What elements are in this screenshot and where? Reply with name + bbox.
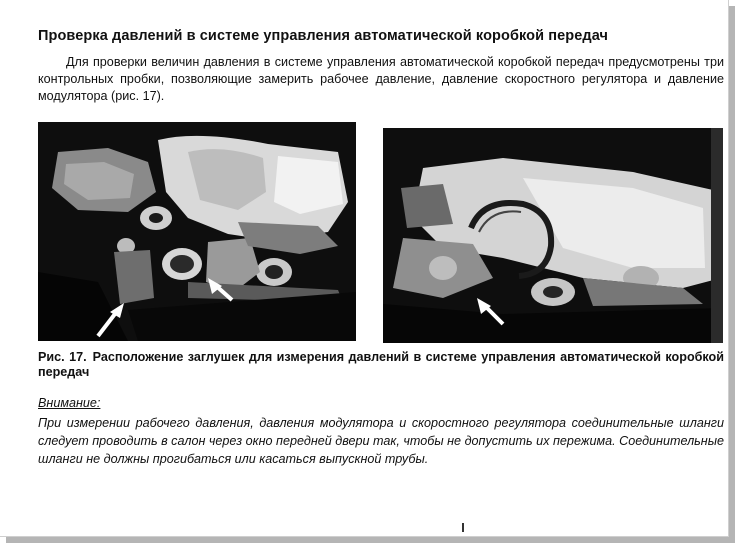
figure-photo-right xyxy=(383,128,723,343)
figure-photo-left xyxy=(38,122,356,341)
transmission-photo-left xyxy=(38,122,356,341)
notice-label: Внимание: xyxy=(38,396,101,410)
figure-label: Рис. 17. xyxy=(38,350,87,364)
section-title: Проверка давлений в системе управления автоматической коробкой передач xyxy=(38,28,609,44)
scan-speck xyxy=(462,523,464,532)
figure-caption-text: Расположение заглушек для измерения давлений в системе управления автоматической коробкой передач xyxy=(38,350,724,379)
notice-text: При измерении рабочего давления, давления модулятора и скоростного регулятора соединительные шланги следует проводить в салон через окно передней двери так, чтобы не допустить их пережима. Соединительные шланги не должны прогибаться или касаться выпускной трубы. xyxy=(38,416,724,466)
transmission-photo-right xyxy=(383,128,723,343)
figure-caption xyxy=(38,350,724,380)
intro-paragraph: Для проверки величин давления в системе управления автоматической коробкой передач предусмотрены три контрольных пробки, позволяющие замерить рабочее давление, давление скоростного регулятора и давление модулятора (рис. 17). xyxy=(38,55,724,103)
